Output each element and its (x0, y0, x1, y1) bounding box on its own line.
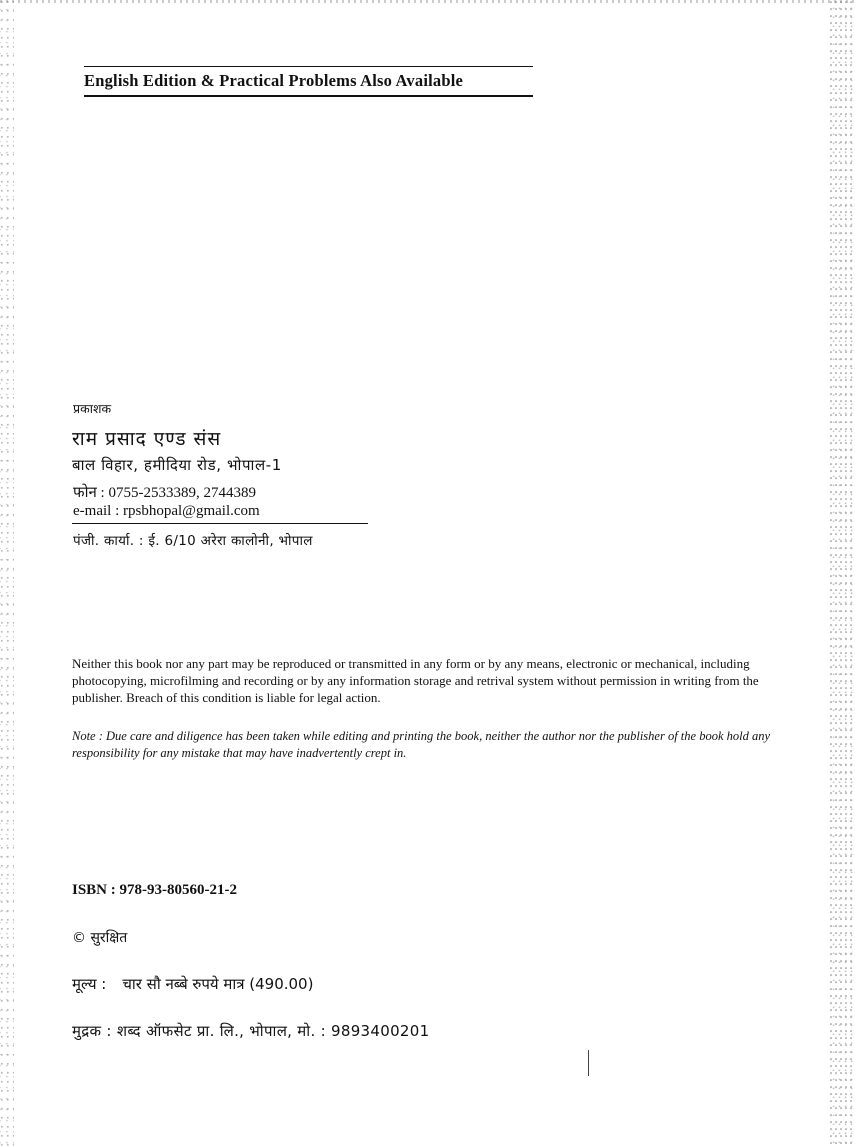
publisher-name: राम प्रसाद एण्ड संस (72, 428, 222, 450)
disclaimer-note: Note : Due care and diligence has been taken while editing and printing the book, neither the author nor the publisher of the book hold any responsibility for any mistake that may have inadvertently crept in. (72, 729, 771, 760)
publisher-email: e-mail : rpsbhopal@gmail.com (73, 503, 260, 519)
scan-mark (588, 1050, 589, 1076)
divider-rule (72, 523, 368, 524)
publisher-address: बाल विहार, हमीदिया रोड, भोपाल-1 (72, 456, 282, 474)
scan-top-edge (0, 0, 855, 3)
scan-right-edge (829, 0, 855, 1146)
edition-banner: English Edition & Practical Problems Also Available (84, 66, 533, 97)
publisher-label: प्रकाशक (73, 401, 112, 416)
price-line (72, 974, 313, 994)
publisher-phone: फोन : 0755-2533389, 2744389 (73, 485, 256, 501)
scan-left-edge (0, 0, 14, 1146)
price-value: चार सौ नब्बे रुपये मात्र (490.00) (122, 975, 314, 993)
registered-office: पंजी. कार्या. : ई. 6/10 अरेरा कालोनी, भोपाल (73, 533, 313, 549)
isbn: ISBN : 978-93-80560-21-2 (72, 882, 237, 898)
copyright-notice: Neither this book nor any part may be reproduced or transmitted in any form or by any means, electronic or mechanical, including photocopying, microfilming and recording or by any information storage and retrival system without permission in writing from the publisher. Breach of this condition is liable for legal action. (72, 656, 759, 705)
copyright-line: © सुरक्षित (72, 930, 128, 946)
printer-line: मुद्रक : शब्द ऑफसेट प्रा. लि., भोपाल, मो. : 9893400201 (72, 1022, 430, 1040)
price-label: मूल्य : (72, 975, 107, 993)
